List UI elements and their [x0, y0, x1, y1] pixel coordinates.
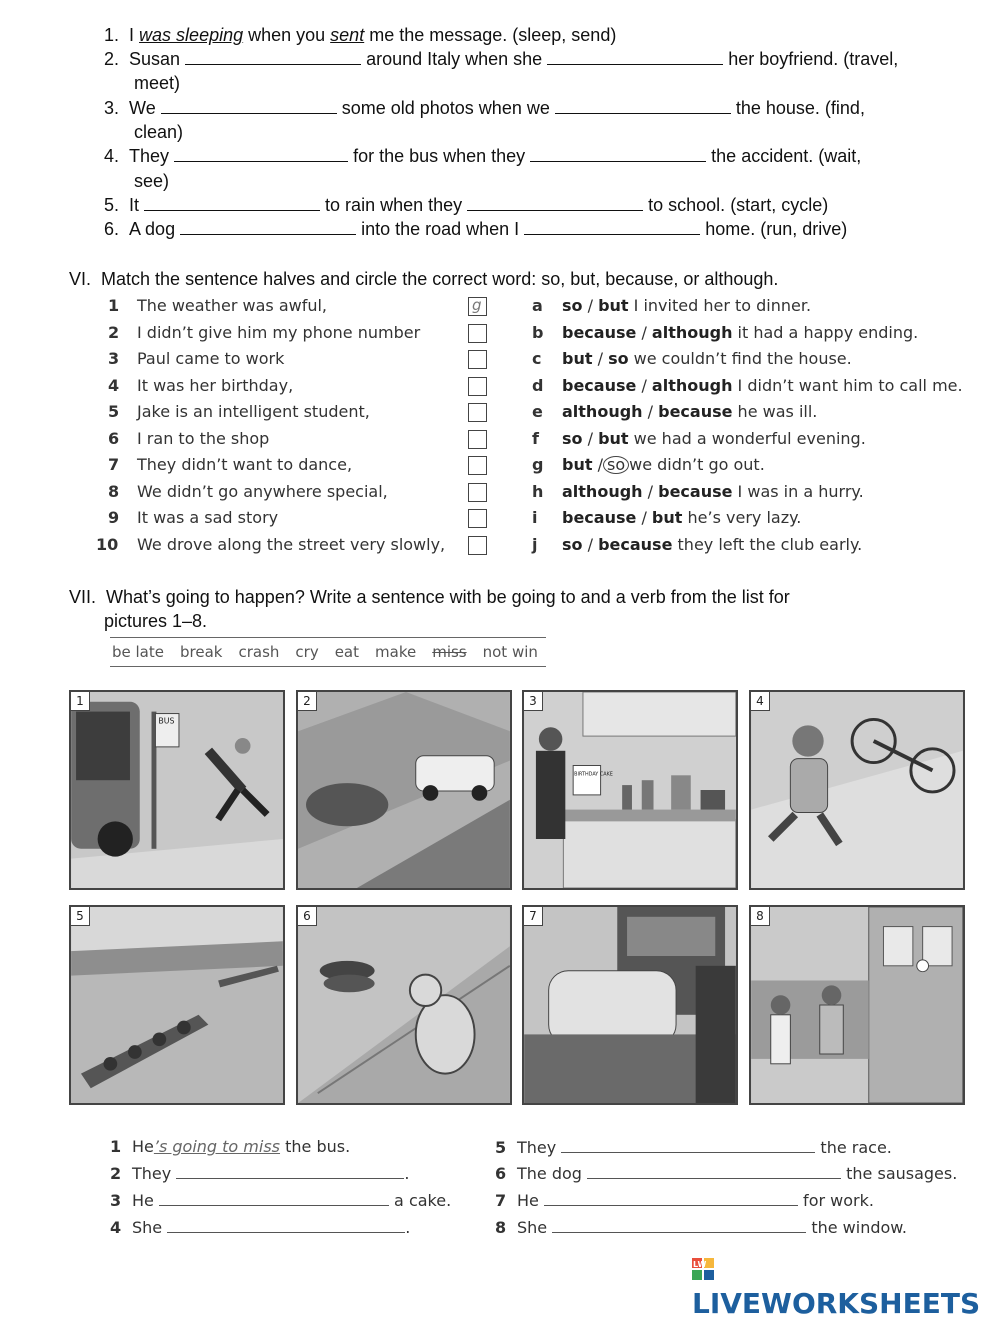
blank-input[interactable]	[555, 97, 731, 114]
match-right-letter: b	[532, 323, 544, 342]
word-option[interactable]: although	[562, 482, 643, 501]
ex5-item-2: 2. Susan around Italy when she her boyfriend. (travel,	[104, 49, 899, 69]
match-answer-box[interactable]	[468, 430, 487, 449]
answer-blank[interactable]	[159, 1190, 389, 1206]
match-right-letter: i	[532, 508, 538, 527]
match-right-letter: j	[532, 535, 538, 554]
match-left-text: Jake is an intelligent student,	[137, 402, 370, 421]
word-option[interactable]: so	[562, 535, 583, 554]
answer-8: 8 She the window.	[495, 1218, 907, 1237]
word-option[interactable]: so	[562, 296, 583, 315]
ex5-item-4-cont: see)	[134, 171, 170, 191]
match-answer-box[interactable]	[468, 456, 487, 475]
match-left-number: 9	[108, 508, 120, 527]
blank-input[interactable]	[185, 48, 361, 65]
traffic-illustration	[524, 907, 736, 1103]
ex5-item-4: 4. They for the bus when they the accident. (wait,	[104, 146, 862, 166]
answer-7: 7 He for work.	[495, 1191, 874, 1210]
match-answer-box[interactable]	[468, 324, 487, 343]
word-item: not win	[482, 643, 538, 661]
match-right-text: because / but he’s very lazy.	[562, 508, 802, 527]
window-illustration	[751, 907, 963, 1103]
word-option[interactable]: because	[562, 508, 637, 527]
match-answer-box[interactable]	[468, 509, 487, 528]
word-option[interactable]: because	[658, 482, 733, 501]
word-item: break	[180, 643, 223, 661]
blank-input[interactable]	[174, 145, 348, 162]
match-left-number: 7	[108, 455, 120, 474]
word-option[interactable]: so	[562, 429, 583, 448]
match-left-text: I ran to the shop	[137, 429, 270, 448]
ex6-heading: VI. Match the sentence halves and circle the correct word: so, but, because, or although.	[69, 269, 779, 289]
match-left-text: The weather was awful,	[137, 296, 328, 315]
word-option[interactable]: although	[651, 376, 733, 395]
picture-6-dog: 6	[296, 905, 512, 1105]
match-left-number: 4	[108, 376, 120, 395]
picture-1-bus: 1 BUS	[69, 690, 285, 890]
rowing-illustration	[71, 907, 283, 1103]
bus-sign-text: BUS	[158, 716, 175, 726]
blank-input[interactable]	[467, 194, 643, 211]
match-left-number: 1	[108, 296, 120, 315]
word-option[interactable]: although	[562, 402, 643, 421]
picture-5-rowing: 5	[69, 905, 285, 1105]
word-item-crossed: miss	[432, 643, 467, 661]
answer-blank[interactable]	[587, 1163, 841, 1179]
liveworksheets-logo[interactable]: LW LIVEWORKSHEETS	[692, 1260, 981, 1320]
blank-input[interactable]	[144, 194, 320, 211]
picture-8-window: 8	[749, 905, 965, 1105]
bicycle-illustration	[751, 692, 963, 888]
match-right-text: although / because he was ill.	[562, 402, 818, 421]
picture-2-cars: 2	[296, 690, 512, 890]
word-option[interactable]: but	[598, 429, 629, 448]
match-answer-box[interactable]	[468, 350, 487, 369]
word-item: make	[375, 643, 417, 661]
liveworksheets-logo-icon	[692, 1258, 714, 1280]
answer-1-filled: ’s going to miss	[153, 1137, 281, 1156]
match-right-text: because / although I didn’t want him to call me.	[562, 376, 963, 395]
ex5-item-2-cont: meet)	[134, 73, 181, 93]
match-left-text: We didn’t go anywhere special,	[137, 482, 388, 501]
match-left-number: 10	[96, 535, 119, 554]
word-list	[110, 637, 546, 667]
blank-input[interactable]	[161, 97, 337, 114]
match-answer-box[interactable]	[468, 403, 487, 422]
svg-text:LW: LW	[693, 1260, 707, 1269]
match-right-letter: a	[532, 296, 543, 315]
match-right-text: because / although it had a happy ending.	[562, 323, 919, 342]
answer-3: 3 He a cake.	[110, 1191, 452, 1210]
answer-blank[interactable]	[176, 1163, 404, 1179]
match-left-text: I didn’t give him my phone number	[137, 323, 421, 342]
match-left-number: 2	[108, 323, 120, 342]
match-right-text: so / but I invited her to dinner.	[562, 296, 812, 315]
match-right-letter: h	[532, 482, 544, 501]
match-left-text: Paul came to work	[137, 349, 285, 368]
answer-4: 4 She .	[110, 1218, 411, 1237]
match-left-text: We drove along the street very slowly,	[137, 535, 446, 554]
match-left-text: They didn’t want to dance,	[137, 455, 353, 474]
match-answer-box[interactable]	[468, 483, 487, 502]
blank-input[interactable]	[530, 145, 706, 162]
ex7-heading: VII. What’s going to happen? Write a sentence with be going to and a verb from the list for	[69, 587, 790, 607]
match-right-text: so / but we had a wonderful evening.	[562, 429, 866, 448]
ex7-heading-cont: pictures 1–8.	[104, 611, 208, 631]
match-right-letter: c	[532, 349, 542, 368]
match-answer-box[interactable]	[468, 297, 487, 316]
match-answer-value: g	[472, 296, 482, 314]
kitchen-illustration	[524, 692, 736, 888]
match-right-text: but / so we couldn’t find the house.	[562, 349, 852, 368]
match-right-letter: f	[532, 429, 539, 448]
match-left-text: It was her birthday,	[137, 376, 294, 395]
answer-1: 1 He’s going to miss the bus.	[110, 1137, 351, 1156]
picture-3-kitchen: 3 BIRTHDAY CAKE	[522, 690, 738, 890]
answer-2: 2 They .	[110, 1164, 410, 1183]
ex5-item-3: 3. We some old photos when we the house. (find,	[104, 98, 865, 118]
word-option[interactable]: because	[562, 323, 637, 342]
match-answer-box[interactable]	[468, 377, 487, 396]
word-option[interactable]: but	[651, 508, 683, 527]
match-right-letter: g	[532, 455, 544, 474]
match-right-text: although / because I was in a hurry.	[562, 482, 864, 501]
cake-box-text: BIRTHDAY CAKE	[574, 771, 613, 778]
word-option[interactable]: but	[598, 296, 629, 315]
answer-5: 5 They the race.	[495, 1138, 892, 1157]
match-answer-box[interactable]	[468, 536, 487, 555]
word-item: eat	[334, 643, 360, 661]
ex5-item-6: 6. A dog into the road when I home. (run, drive)	[104, 219, 848, 239]
ex5-item-3-cont: clean)	[134, 122, 184, 142]
match-left-number: 3	[108, 349, 120, 368]
answer-blank[interactable]	[561, 1137, 815, 1153]
word-option[interactable]: so	[608, 349, 629, 368]
word-item: crash	[238, 643, 280, 661]
word-option-circled[interactable]: so	[603, 456, 629, 474]
word-option[interactable]: because	[562, 376, 637, 395]
match-right-text: so / because they left the club early.	[562, 535, 863, 554]
picture-7-traffic: 7	[522, 905, 738, 1105]
match-right-letter: e	[532, 402, 543, 421]
blank-input[interactable]	[524, 218, 700, 235]
word-option[interactable]: but	[562, 349, 593, 368]
answer-blank[interactable]	[544, 1190, 798, 1206]
match-left-number: 5	[108, 402, 120, 421]
ex5-item-1: 1. I was sleeping when you sent me the message. (sleep, send)	[104, 25, 617, 45]
match-left-number: 6	[108, 429, 120, 448]
cars-illustration	[298, 692, 510, 888]
dog-illustration	[298, 907, 510, 1103]
answer-blank[interactable]	[167, 1217, 405, 1233]
blank-input[interactable]	[547, 48, 723, 65]
word-option[interactable]: although	[651, 323, 733, 342]
picture-4-bicycle: 4	[749, 690, 965, 890]
word-option[interactable]: because	[658, 402, 733, 421]
match-right-text: but / so we didn’t go out.	[562, 455, 765, 474]
answer-6: 6 The dog the sausages.	[495, 1164, 958, 1183]
bus-illustration	[71, 692, 283, 888]
word-item: cry	[295, 643, 319, 661]
blank-input[interactable]	[180, 218, 356, 235]
word-option[interactable]: but	[562, 455, 593, 474]
answer-blank[interactable]	[552, 1217, 806, 1233]
match-left-number: 8	[108, 482, 120, 501]
match-left-text: It was a sad story	[137, 508, 279, 527]
match-right-letter: d	[532, 376, 544, 395]
word-item: be late	[112, 643, 164, 661]
word-option[interactable]: because	[598, 535, 673, 554]
ex5-item-5: 5. It to rain when they to school. (start, cycle)	[104, 195, 829, 215]
